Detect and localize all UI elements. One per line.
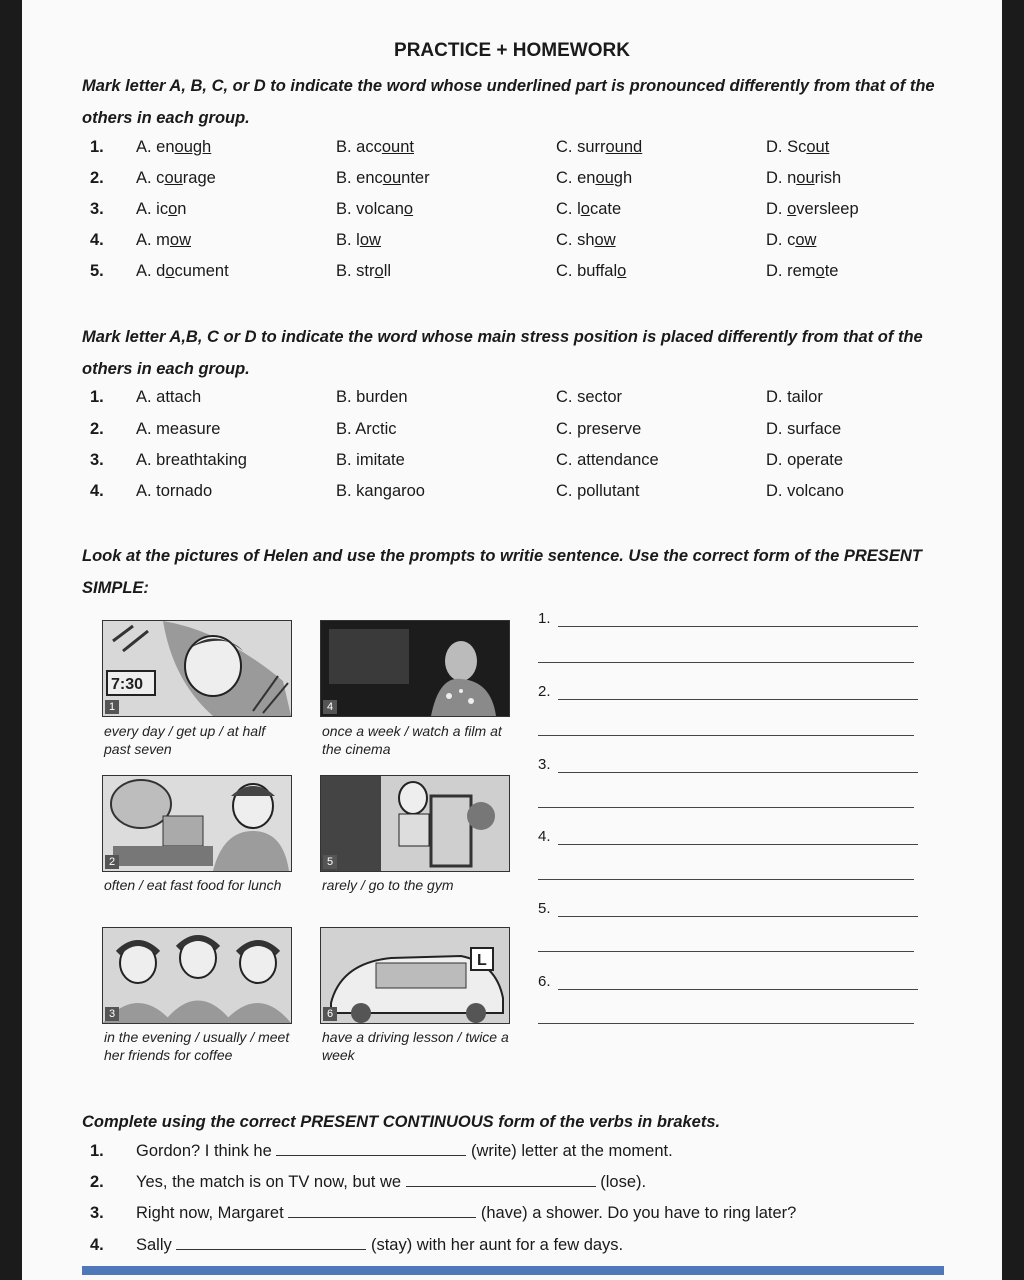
question-row <box>0 231 1024 255</box>
svg-text:L: L <box>477 952 487 969</box>
answer-line[interactable]: 5. <box>538 900 918 917</box>
option-c: C. locate <box>556 200 622 218</box>
picture-number-badge: 5 <box>323 855 337 869</box>
option-d: D. operate <box>766 451 844 469</box>
driving-lesson-illustration <box>321 928 509 1023</box>
question-number: 4. <box>90 482 104 500</box>
picture-number-badge: 2 <box>105 855 119 869</box>
clock-time: 7:30 <box>111 676 144 693</box>
option-a: A. courage <box>136 169 216 187</box>
sentence: Right now, Margaret (have) a shower. Do you have to ring later? <box>136 1204 797 1222</box>
wake-up-illustration <box>103 621 291 716</box>
question-number: 1. <box>90 388 104 406</box>
answer-blank[interactable] <box>288 1217 476 1218</box>
answer-line[interactable]: 4. <box>538 828 918 845</box>
question-number: 5. <box>90 262 104 280</box>
picture-friends-coffee <box>102 927 292 1024</box>
option-d: D. remote <box>766 262 839 280</box>
answer-blank[interactable] <box>406 1186 596 1187</box>
option-d: D. volcano <box>766 482 844 500</box>
sentence: Sally (stay) with her aunt for a few days. <box>136 1236 624 1254</box>
option-c: C. show <box>556 231 616 249</box>
question-row <box>0 451 1024 475</box>
option-c: C. pollutant <box>556 482 640 500</box>
question-number: 3. <box>90 1204 104 1222</box>
answer-line[interactable]: 3. <box>538 756 918 773</box>
option-a: A. mow <box>136 231 192 249</box>
question-row <box>0 262 1024 286</box>
option-c: C. preserve <box>556 420 642 438</box>
answer-line[interactable]: 6. <box>538 973 918 990</box>
option-a: A. measure <box>136 420 221 438</box>
present-continuous-instruction: Complete using the correct PRESENT CONTINUOUS form of the verbs in brakets. <box>82 1113 721 1131</box>
answer-line-continuation[interactable] <box>538 951 914 952</box>
picture-caption: often / eat fast food for lunch <box>104 877 282 893</box>
option-c: C. surround <box>556 138 643 156</box>
option-b: B. kangaroo <box>336 482 425 500</box>
answer-line[interactable]: 2. <box>538 683 918 700</box>
present-simple-instruction: Look at the pictures of Helen and use the prompts to writie sentence. Use the correct form of the PRESENT SIMPLE: <box>82 547 922 597</box>
picture-driving-lesson <box>320 927 510 1024</box>
option-d: D. surface <box>766 420 842 438</box>
question-row <box>0 1142 1024 1166</box>
question-row <box>0 200 1024 224</box>
question-row <box>0 1204 1024 1228</box>
option-c: C. attendance <box>556 451 659 469</box>
option-d: D. oversleep <box>766 200 859 218</box>
picture-caption: have a driving lesson / twice a week <box>322 1029 509 1063</box>
option-a: A. tornado <box>136 482 213 500</box>
footer-bar <box>82 1266 944 1275</box>
option-a: A. enough <box>136 138 212 156</box>
answer-line[interactable]: 1. <box>538 610 918 627</box>
option-c: C. buffalo <box>556 262 627 280</box>
picture-cinema <box>320 620 510 717</box>
page-title: PRACTICE + HOMEWORK <box>394 40 630 61</box>
option-d: D. nourish <box>766 169 842 187</box>
fast-food-illustration <box>103 776 291 871</box>
picture-caption: rarely / go to the gym <box>322 877 454 893</box>
option-b: B. volcano <box>336 200 414 218</box>
question-number: 1. <box>90 138 104 156</box>
friends-coffee-illustration <box>103 928 291 1023</box>
answer-line-continuation[interactable] <box>538 1023 914 1024</box>
pronunciation-instruction: Mark letter A, B, C, or D to indicate the word whose underlined part is pronounced differently from that of the others in each group. <box>82 77 935 127</box>
question-number: 2. <box>90 1173 104 1191</box>
option-b: B. Arctic <box>336 420 397 438</box>
question-row <box>0 138 1024 162</box>
answer-blank[interactable] <box>176 1249 366 1250</box>
picture-number-badge: 4 <box>323 700 337 714</box>
option-b: B. encounter <box>336 169 430 187</box>
question-row <box>0 1173 1024 1197</box>
option-a: A. breathtaking <box>136 451 247 469</box>
gym-illustration <box>321 776 509 871</box>
picture-caption: in the evening / usually / meet her friends for coffee <box>104 1029 290 1063</box>
question-number: 2. <box>90 420 104 438</box>
option-a: A. attach <box>136 388 202 406</box>
answer-line-continuation[interactable] <box>538 807 914 808</box>
question-number: 4. <box>90 1236 104 1254</box>
picture-gym <box>320 775 510 872</box>
option-d: D. cow <box>766 231 817 249</box>
picture-number-badge: 1 <box>105 700 119 714</box>
answer-blank[interactable] <box>276 1155 466 1156</box>
option-b: B. burden <box>336 388 408 406</box>
sentence: Gordon? I think he (write) letter at the moment. <box>136 1142 673 1160</box>
picture-number-badge: 6 <box>323 1007 337 1021</box>
sentence: Yes, the match is on TV now, but we (lose). <box>136 1173 647 1191</box>
picture-caption: every day / get up / at half past seven <box>104 723 266 757</box>
question-row <box>0 482 1024 506</box>
picture-fast-food <box>102 775 292 872</box>
answer-line-continuation[interactable] <box>538 735 914 736</box>
question-number: 2. <box>90 169 104 187</box>
answer-line-continuation[interactable] <box>538 662 914 663</box>
option-b: B. low <box>336 231 381 249</box>
option-a: A. icon <box>136 200 187 218</box>
question-row <box>0 169 1024 193</box>
question-row <box>0 420 1024 444</box>
question-number: 1. <box>90 1142 104 1160</box>
option-b: B. account <box>336 138 414 156</box>
cinema-illustration <box>321 621 509 716</box>
question-row <box>0 388 1024 412</box>
option-a: A. document <box>136 262 229 280</box>
stress-instruction: Mark letter A,B, C or D to indicate the word whose main stress position is placed differently from that of the others in each group. <box>82 328 923 378</box>
picture-alarm-clock <box>102 620 292 717</box>
question-row <box>0 1236 1024 1260</box>
picture-caption: once a week / watch a film at the cinema <box>322 723 502 757</box>
option-d: D. tailor <box>766 388 823 406</box>
option-d: D. Scout <box>766 138 830 156</box>
question-number: 4. <box>90 231 104 249</box>
option-b: B. imitate <box>336 451 405 469</box>
option-b: B. stroll <box>336 262 392 280</box>
picture-number-badge: 3 <box>105 1007 119 1021</box>
answer-line-continuation[interactable] <box>538 879 914 880</box>
question-number: 3. <box>90 200 104 218</box>
option-c: C. sector <box>556 388 623 406</box>
option-c: C. enough <box>556 169 633 187</box>
question-number: 3. <box>90 451 104 469</box>
